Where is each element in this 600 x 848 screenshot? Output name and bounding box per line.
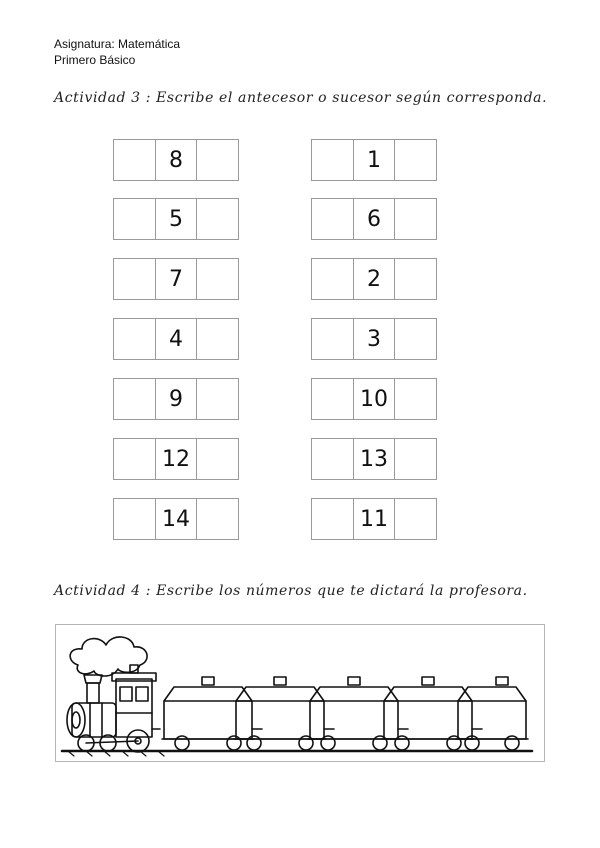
successor-blank[interactable] (395, 439, 436, 479)
given-number: 5 (156, 199, 198, 239)
number-row-right (311, 378, 437, 420)
train-illustration-frame (55, 624, 545, 762)
predecessor-blank[interactable] (312, 259, 354, 299)
number-row-left (113, 498, 239, 540)
given-number: 8 (156, 140, 198, 180)
given-number: 7 (156, 259, 198, 299)
predecessor-blank[interactable] (312, 379, 354, 419)
predecessor-blank[interactable] (114, 499, 156, 539)
header (54, 36, 180, 68)
successor-blank[interactable] (395, 199, 436, 239)
successor-blank[interactable] (395, 259, 436, 299)
predecessor-blank[interactable] (114, 199, 156, 239)
predecessor-blank[interactable] (114, 140, 156, 180)
grade-label: Primero Básico (54, 53, 136, 67)
predecessor-blank[interactable] (312, 140, 354, 180)
given-number: 12 (156, 439, 198, 479)
successor-blank[interactable] (197, 439, 238, 479)
given-number: 2 (354, 259, 396, 299)
successor-blank[interactable] (395, 379, 436, 419)
number-row-right (311, 139, 437, 181)
predecessor-blank[interactable] (312, 199, 354, 239)
predecessor-blank[interactable] (114, 379, 156, 419)
given-number: 13 (354, 439, 396, 479)
successor-blank[interactable] (395, 319, 436, 359)
given-number: 4 (156, 319, 198, 359)
predecessor-blank[interactable] (312, 499, 354, 539)
successor-blank[interactable] (197, 319, 238, 359)
number-row-right (311, 438, 437, 480)
number-row-right (311, 198, 437, 240)
predecessor-blank[interactable] (114, 319, 156, 359)
number-row-left (113, 258, 239, 300)
number-row-left (113, 318, 239, 360)
given-number: 3 (354, 319, 396, 359)
successor-blank[interactable] (197, 259, 238, 299)
predecessor-blank[interactable] (312, 319, 354, 359)
number-row-left (113, 198, 239, 240)
predecessor-blank[interactable] (114, 439, 156, 479)
number-row-right (311, 498, 437, 540)
activity-3-title: Actividad 3 : Escribe el antecesor o sucesor según corresponda. (54, 90, 548, 106)
successor-blank[interactable] (395, 499, 436, 539)
successor-blank[interactable] (197, 140, 238, 180)
number-row-left (113, 378, 239, 420)
given-number: 14 (156, 499, 198, 539)
given-number: 1 (354, 140, 396, 180)
activity-4-title: Actividad 4 : Escribe los números que te dictará la profesora. (54, 583, 528, 599)
successor-blank[interactable] (197, 379, 238, 419)
number-row-right (311, 258, 437, 300)
number-row-left (113, 438, 239, 480)
train-icon (56, 625, 546, 763)
predecessor-blank[interactable] (114, 259, 156, 299)
successor-blank[interactable] (197, 199, 238, 239)
given-number: 10 (354, 379, 396, 419)
given-number: 9 (156, 379, 198, 419)
successor-blank[interactable] (395, 140, 436, 180)
predecessor-blank[interactable] (312, 439, 354, 479)
subject-label: Asignatura: Matemática (54, 37, 181, 51)
number-row-right (311, 318, 437, 360)
given-number: 6 (354, 199, 396, 239)
successor-blank[interactable] (197, 499, 238, 539)
number-row-left (113, 139, 239, 181)
given-number: 11 (354, 499, 396, 539)
